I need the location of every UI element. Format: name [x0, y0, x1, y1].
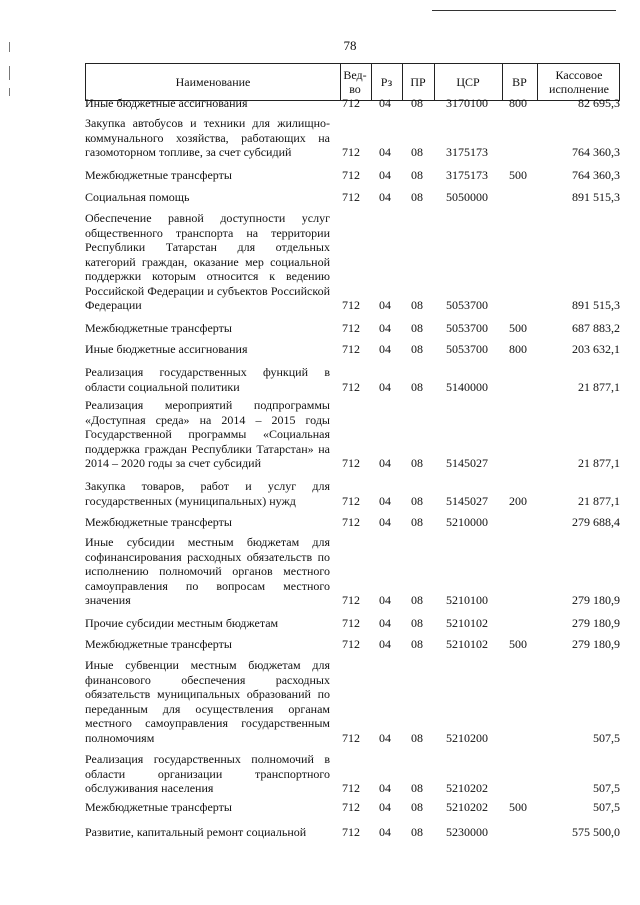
row-name: Реализация государственных функций в области социальной политики — [85, 365, 330, 394]
row-pr: 08 — [411, 379, 423, 394]
row-csr: 5053700 — [446, 342, 488, 356]
row-pr: 08 — [411, 730, 423, 745]
row-pr: 08 — [411, 825, 423, 839]
table-row — [85, 190, 620, 205]
page-number: 78 — [343, 38, 357, 53]
table-row — [85, 168, 620, 183]
table-row — [85, 658, 620, 745]
row-ved: 712 — [342, 190, 360, 204]
header-sum: Кассовое исполнение — [549, 68, 609, 96]
row-sum: 507,5 — [593, 730, 620, 745]
row-ved: 712 — [342, 96, 360, 110]
row-rz: 04 — [379, 800, 391, 814]
table-row — [85, 479, 620, 508]
row-pr: 08 — [411, 321, 423, 335]
row-ved: 712 — [342, 168, 360, 182]
row-ved: 712 — [342, 730, 360, 745]
row-sum: 891 515,3 — [572, 190, 620, 204]
table-row — [85, 515, 620, 530]
row-sum: 507,5 — [593, 781, 620, 795]
row-vr: 500 — [509, 637, 527, 651]
row-csr: 5210100 — [446, 593, 488, 607]
row-csr: 5053700 — [446, 298, 488, 312]
top-rule — [432, 10, 616, 11]
table-row — [85, 825, 620, 840]
row-rz: 04 — [379, 637, 391, 651]
row-rz: 04 — [379, 379, 391, 394]
row-rz: 04 — [379, 825, 391, 839]
row-csr: 5210202 — [446, 800, 488, 814]
row-rz: 04 — [379, 298, 391, 312]
header-name: Наименование — [175, 75, 251, 89]
row-pr: 08 — [411, 616, 423, 630]
row-ved: 712 — [342, 593, 360, 607]
row-rz: 04 — [379, 515, 391, 529]
table-row — [85, 398, 620, 471]
row-rz: 04 — [379, 168, 391, 182]
row-vr: 200 — [509, 493, 527, 508]
row-rz: 04 — [379, 593, 391, 607]
row-name: Обеспечение равной доступности услуг общественного транспорта на территории Республики Татарстан для отдельных категорий граждан, оказание мер социальной поддержки которым относится к ведению Российской Федерации и субъектов Российской Федерации — [85, 211, 330, 312]
row-csr: 3175173 — [446, 145, 488, 159]
row-ved: 712 — [342, 321, 360, 335]
row-pr: 08 — [411, 515, 423, 529]
table-row — [85, 616, 620, 631]
row-pr: 08 — [411, 781, 423, 795]
row-sum: 21 877,1 — [578, 456, 620, 470]
header-rz: Рз — [380, 75, 393, 89]
row-ved: 712 — [342, 456, 360, 470]
row-ved: 712 — [342, 298, 360, 312]
row-vr: 800 — [509, 342, 527, 356]
row-ved: 712 — [342, 825, 360, 839]
row-name: Межбюджетные трансферты — [85, 800, 232, 814]
row-ved: 712 — [342, 616, 360, 630]
row-csr: 5210202 — [446, 781, 488, 795]
table-row — [85, 211, 620, 313]
row-name: Развитие, капитальный ремонт социальной — [85, 825, 307, 839]
row-name: Социальная помощь — [85, 190, 190, 204]
margin-mark — [9, 66, 10, 80]
margin-mark — [9, 88, 10, 96]
row-csr: 5210200 — [446, 730, 488, 745]
row-sum: 575 500,0 — [572, 825, 620, 839]
row-rz: 04 — [379, 96, 391, 110]
header-vr: ВР — [512, 75, 527, 89]
row-csr: 5053700 — [446, 321, 488, 335]
row-rz: 04 — [379, 190, 391, 204]
row-rz: 04 — [379, 145, 391, 159]
header-ved: Вед-во — [343, 68, 367, 96]
row-name: Прочие субсидии местным бюджетам — [85, 616, 279, 630]
row-ved: 712 — [342, 637, 360, 651]
row-sum: 21 877,1 — [578, 493, 620, 508]
row-name: Закупка товаров, работ и услуг для государственных (муниципальных) нужд — [85, 479, 330, 508]
row-name: Реализация государственных полномочий в области организации транспортного обслуживания населения — [85, 752, 330, 795]
row-name: Межбюджетные трансферты — [85, 515, 232, 529]
row-sum: 279 180,9 — [572, 593, 620, 607]
table-row — [85, 752, 620, 796]
row-ved: 712 — [342, 145, 360, 159]
row-name: Межбюджетные трансферты — [85, 168, 232, 182]
row-name: Реализация мероприятий подпрограммы «Доступная среда» на 2014 – 2015 годы Государственной программы «Социальная поддержка граждан Республики Татарстан» на 2014 – 2020 годы за счет субсидий — [85, 398, 330, 470]
row-sum: 764 360,3 — [572, 145, 620, 159]
row-csr: 5140000 — [446, 379, 488, 394]
row-name: Межбюджетные трансферты — [85, 637, 232, 651]
row-ved: 712 — [342, 342, 360, 356]
row-sum: 507,5 — [593, 800, 620, 814]
row-name: Иные бюджетные ассигнования — [85, 96, 248, 110]
row-sum: 279 180,9 — [572, 616, 620, 630]
row-sum: 891 515,3 — [572, 298, 620, 312]
row-ved: 712 — [342, 781, 360, 795]
row-csr: 5210102 — [446, 637, 488, 651]
table-row — [85, 800, 620, 815]
row-csr: 5210000 — [446, 515, 488, 529]
row-rz: 04 — [379, 781, 391, 795]
table-row — [85, 535, 620, 608]
table-row — [85, 96, 620, 111]
row-sum: 203 632,1 — [572, 342, 620, 356]
row-csr: 5230000 — [446, 825, 488, 839]
row-sum: 687 883,2 — [572, 321, 620, 335]
row-rz: 04 — [379, 342, 391, 356]
table-row — [85, 116, 620, 160]
row-name: Закупка автобусов и техники для жилищно-коммунального хозяйства, работающих на газомоторном топливе, за счет субсидий — [85, 116, 330, 159]
row-sum: 279 180,9 — [572, 637, 620, 651]
row-pr: 08 — [411, 493, 423, 508]
row-pr: 08 — [411, 145, 423, 159]
row-sum: 82 695,3 — [578, 96, 620, 110]
row-csr: 5145027 — [446, 456, 488, 470]
table-row — [85, 342, 620, 357]
row-csr: 3170100 — [446, 96, 488, 110]
table-row — [85, 365, 620, 394]
row-sum: 21 877,1 — [578, 379, 620, 394]
row-vr: 500 — [509, 321, 527, 335]
row-vr: 800 — [509, 96, 527, 110]
row-rz: 04 — [379, 321, 391, 335]
row-pr: 08 — [411, 168, 423, 182]
row-pr: 08 — [411, 96, 423, 110]
row-pr: 08 — [411, 637, 423, 651]
row-ved: 712 — [342, 800, 360, 814]
row-vr: 500 — [509, 800, 527, 814]
row-rz: 04 — [379, 493, 391, 508]
row-csr: 5050000 — [446, 190, 488, 204]
header-pr: ПР — [410, 75, 426, 89]
row-name: Иные субвенции местным бюджетам для финансового обеспечения расходных обязательств муниципальных образований по переданным для осуществления органам местного самоуправления государственным полномочиям — [85, 658, 330, 745]
row-pr: 08 — [411, 456, 423, 470]
row-sum: 764 360,3 — [572, 168, 620, 182]
row-sum: 279 688,4 — [572, 515, 620, 529]
row-name: Иные бюджетные ассигнования — [85, 342, 248, 356]
header-csr: ЦСР — [456, 75, 480, 89]
row-vr: 500 — [509, 168, 527, 182]
row-name: Межбюджетные трансферты — [85, 321, 232, 335]
table-row — [85, 637, 620, 652]
row-csr: 5210102 — [446, 616, 488, 630]
row-pr: 08 — [411, 800, 423, 814]
row-ved: 712 — [342, 493, 360, 508]
row-rz: 04 — [379, 456, 391, 470]
row-ved: 712 — [342, 515, 360, 529]
row-csr: 3175173 — [446, 168, 488, 182]
row-ved: 712 — [342, 379, 360, 394]
table-row — [85, 321, 620, 336]
row-pr: 08 — [411, 190, 423, 204]
row-rz: 04 — [379, 730, 391, 745]
row-pr: 08 — [411, 342, 423, 356]
row-rz: 04 — [379, 616, 391, 630]
row-name: Иные субсидии местным бюджетам для софинансирования расходных обязательств по исполнению полномочий органов местного самоуправления по вопросам местного значения — [85, 535, 330, 607]
row-pr: 08 — [411, 593, 423, 607]
row-csr: 5145027 — [446, 493, 488, 508]
row-pr: 08 — [411, 298, 423, 312]
